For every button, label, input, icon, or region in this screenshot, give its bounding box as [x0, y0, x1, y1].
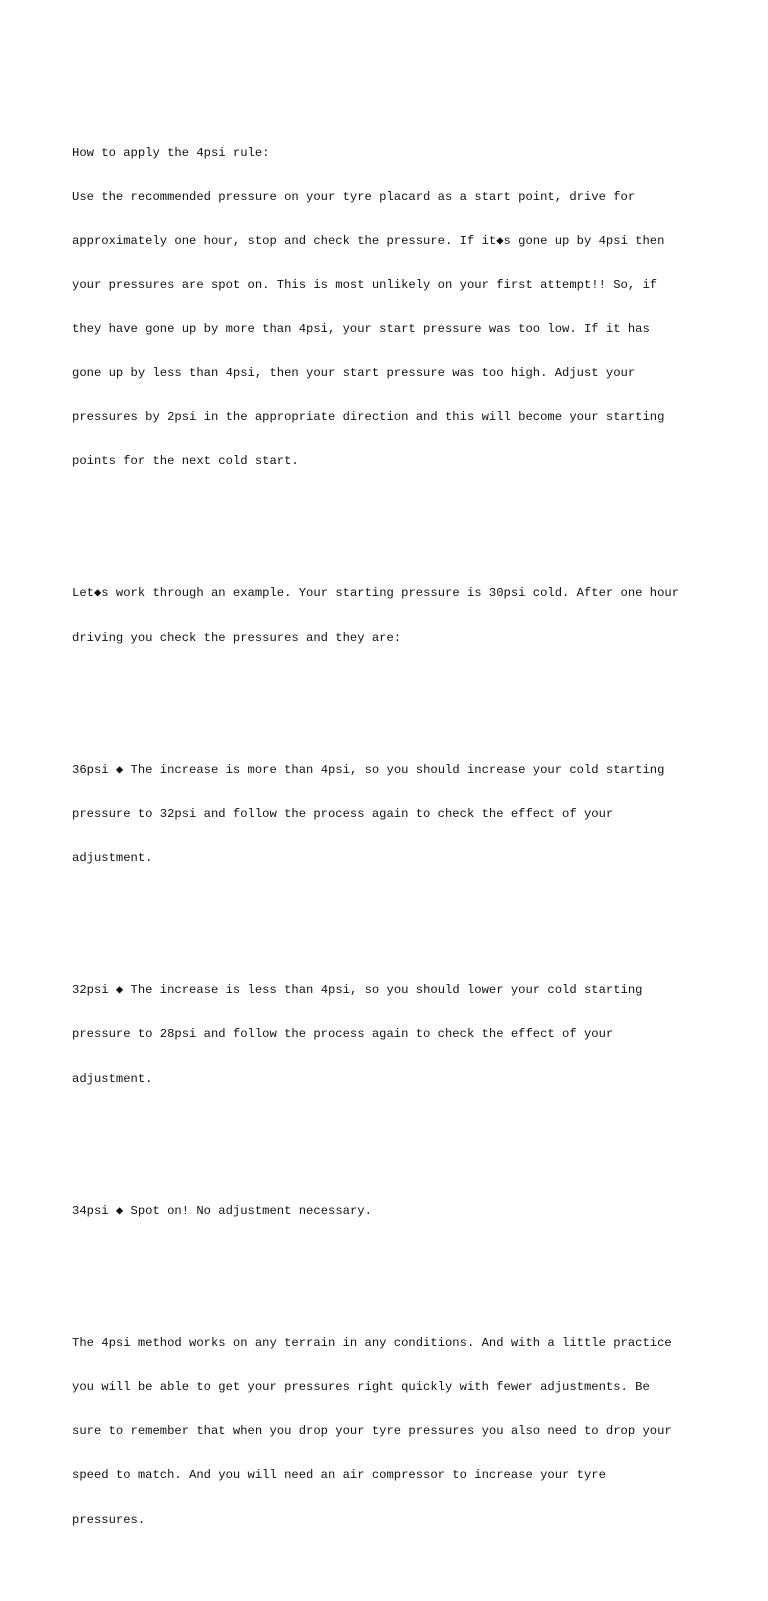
- text-line: adjustment.: [72, 851, 153, 866]
- text-line: adjustment.: [72, 1071, 153, 1086]
- text-line: pressure to 32psi and follow the process again to check the effect of your: [72, 806, 614, 821]
- text-line: speed to match. And you will need an air compressor to increase your tyre: [72, 1468, 606, 1483]
- text-line: you will be able to get your pressures right quickly with fewer adjustments. Be: [72, 1380, 650, 1395]
- closing-paragraph: [72, 1307, 712, 1557]
- text-line: pressures by 2psi in the appropriate direction and this will become your starting: [72, 410, 665, 425]
- text-line: The 4psi method works on any terrain in any conditions. And with a little practice: [72, 1336, 672, 1351]
- text-line: 32psi ◆ The increase is less than 4psi, so you should lower your cold starting: [72, 983, 643, 998]
- text-line: Use the recommended pressure on your tyre placard as a start point, drive for: [72, 189, 636, 204]
- case-32psi-paragraph: [72, 954, 712, 1116]
- text-line: pressure to 28psi and follow the process again to check the effect of your: [72, 1027, 614, 1042]
- text-line: gone up by less than 4psi, then your start pressure was too high. Adjust your: [72, 365, 636, 380]
- text-line: approximately one hour, stop and check the pressure. If it◆s gone up by 4psi then: [72, 233, 665, 248]
- intro-paragraph: [72, 116, 712, 498]
- case-34psi-paragraph: [72, 1174, 712, 1248]
- text-line: 36psi ◆ The increase is more than 4psi, so you should increase your cold starting: [72, 762, 665, 777]
- text-line: points for the next cold start.: [72, 454, 299, 469]
- document-page: [72, 72, 712, 1601]
- text-line: Let◆s work through an example. Your starting pressure is 30psi cold. After one hour: [72, 586, 680, 601]
- example-paragraph: [72, 557, 712, 675]
- text-line: 34psi ◆ Spot on! No adjustment necessary.: [72, 1203, 372, 1218]
- text-line: they have gone up by more than 4psi, your start pressure was too low. If it has: [72, 321, 650, 336]
- case-36psi-paragraph: [72, 733, 712, 895]
- section-heading: How to apply the 4psi rule:: [72, 145, 270, 160]
- text-line: your pressures are spot on. This is most unlikely on your first attempt!! So, if: [72, 277, 658, 292]
- text-line: pressures.: [72, 1512, 146, 1527]
- text-line: sure to remember that when you drop your tyre pressures you also need to drop your: [72, 1424, 672, 1439]
- text-line: driving you check the pressures and they are:: [72, 630, 402, 645]
